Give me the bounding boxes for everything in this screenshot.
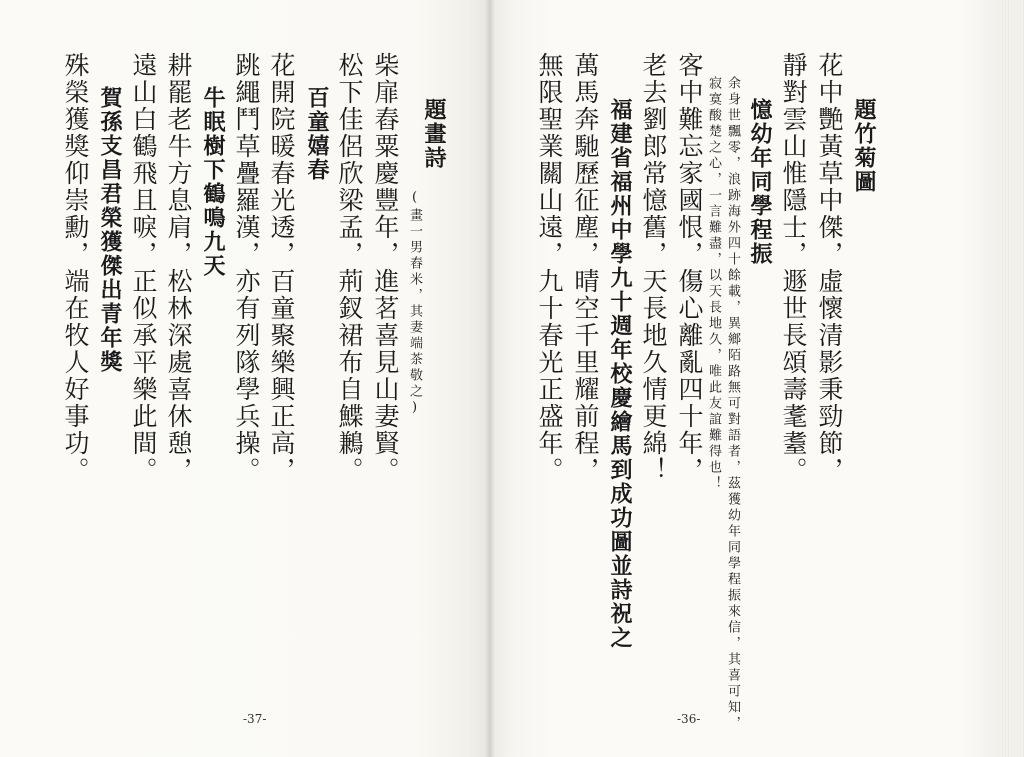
poem-line: 耕罷老牛方息肩，松林深處喜休憩，: [164, 52, 193, 484]
page-number: -37-: [243, 712, 267, 726]
poem-title-children-spring: 百童嬉春: [304, 86, 329, 182]
book-gutter: [485, 0, 495, 757]
poem-line: 殊榮獲獎仰崇勳，端在牧人好事功。: [61, 52, 90, 484]
poem-title-classmate: 憶幼年同學程振: [747, 98, 772, 266]
poem-line: 花開院暖春光透，百童聚樂興正高，: [267, 52, 296, 484]
poem-line: 松下佳侶欣梁孟，荊釵裙布自鰈鶼。: [335, 52, 364, 484]
poem-line: 跳繩鬥草疊羅漢，亦有列隊學兵操。: [232, 52, 261, 484]
poem-title-ox-crane: 牛眠樹下鶴鳴九天: [200, 86, 225, 278]
page-number: -36-: [677, 712, 701, 726]
poem-title-painting-poem: 題畫詩: [421, 98, 446, 170]
poem-line: 靜對雲山惟隱士，遯世長頌壽耄耋。: [779, 52, 808, 484]
poem-line: 柴扉舂粟慶豐年，進茗喜見山妻賢。: [371, 52, 400, 484]
page-edges: [1000, 0, 1024, 757]
poem-line: 客中難忘家國恨，傷心離亂四十年，: [675, 52, 704, 484]
poem-line: 遠山白鶴飛且唳，正似承平樂此間。: [129, 52, 158, 484]
poem-title-bamboo-chrysanthemum: 題竹菊圖: [851, 98, 876, 194]
poem-line: 萬馬奔馳歷征塵，晴空千里耀前程，: [571, 52, 600, 484]
poem-preface: 寂寞酸楚之心，一言難盡，以天長地久，唯此友誼難得也！: [706, 76, 721, 492]
poem-line: 無限聖業關山遠，九十春光正盛年。: [535, 52, 564, 484]
poem-preface: 余身世飄零，浪跡海外四十餘載，異鄉陌路無可對語者，茲獲幼年同學程振來信，其喜可知，: [725, 76, 740, 732]
left-page: [0, 0, 490, 757]
poem-title-school-anniversary: 福建省福州中學九十週年校慶繪馬到成功圖並詩祝之: [607, 98, 632, 650]
right-page: [490, 0, 1024, 757]
poem-note: (畫一男舂米，其妻端茶敬之): [407, 190, 422, 418]
poem-title-youth-award: 賀孫支昌君榮獲傑出青年獎: [97, 86, 122, 374]
poem-line: 老去劉郎常憶舊，天長地久情更綿！: [639, 52, 668, 484]
poem-line: 花中艷黃草中傑，虛懷清影秉勁節，: [815, 52, 844, 484]
